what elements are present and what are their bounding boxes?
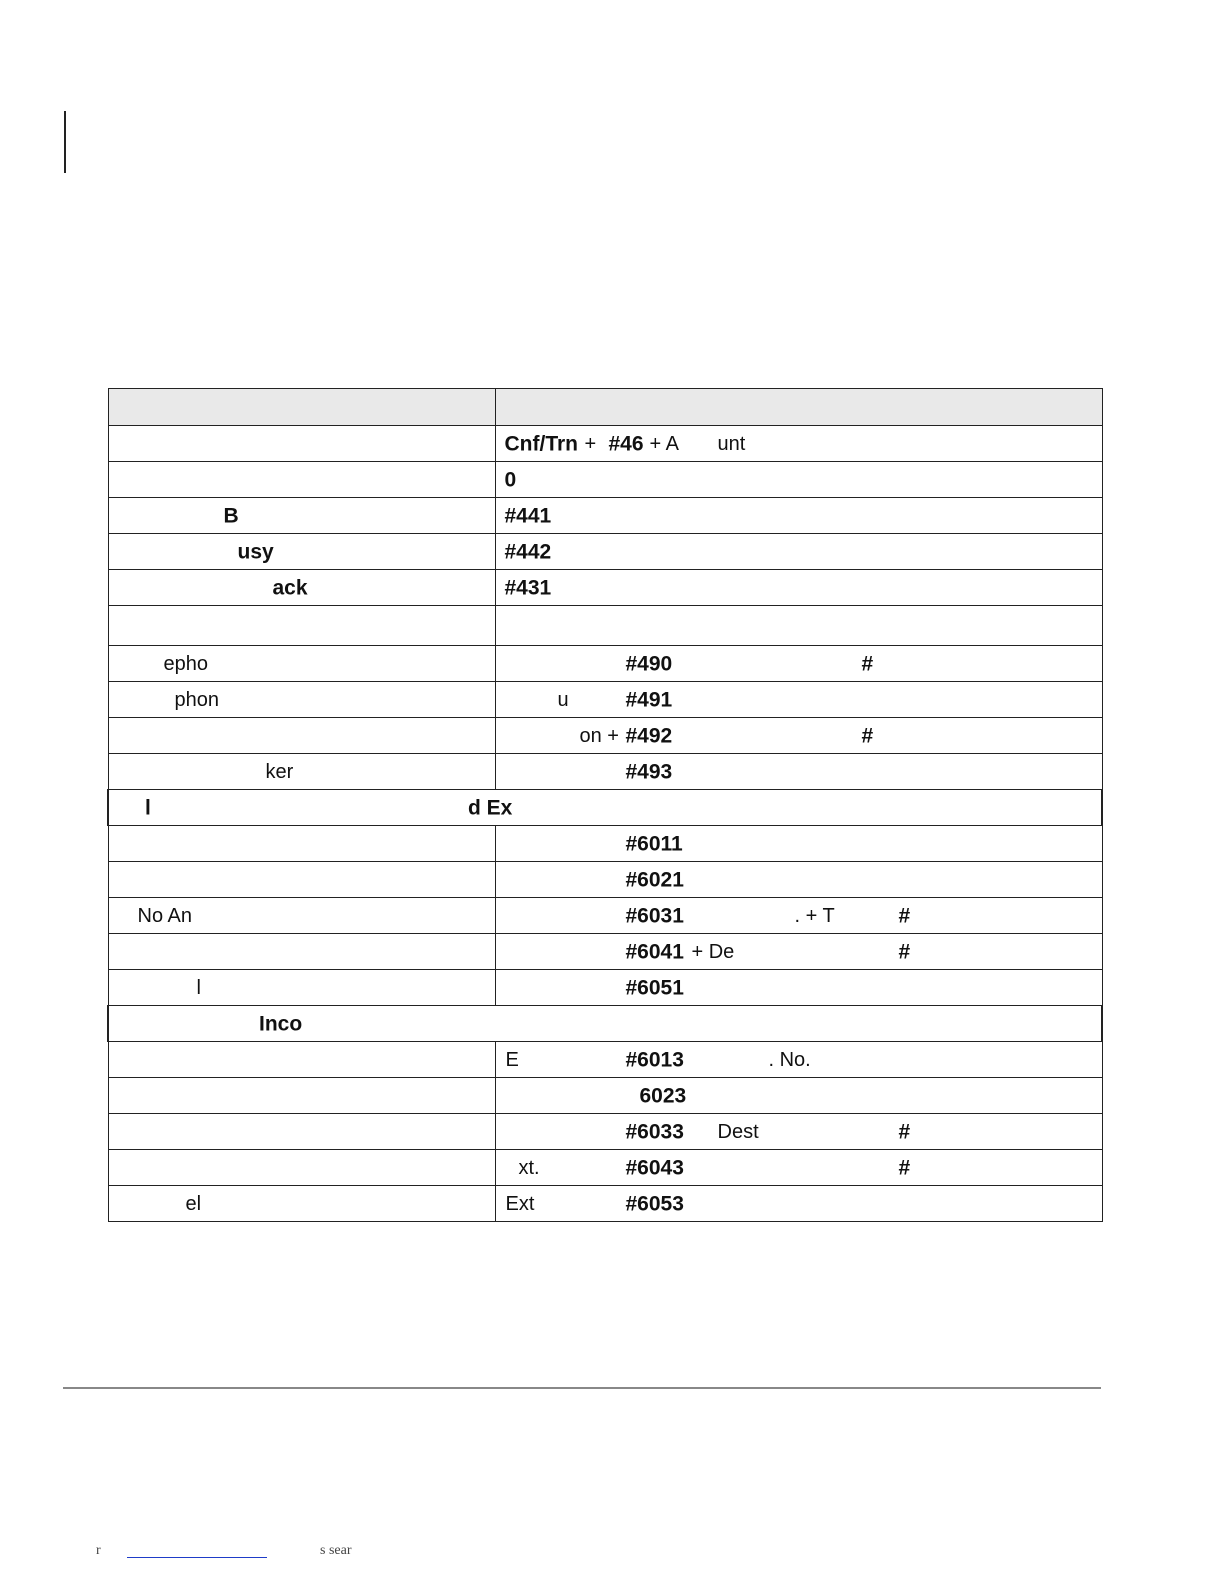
footer-rule <box>63 1387 1101 1389</box>
change-bar <box>64 111 66 173</box>
code-cell <box>495 970 1102 1006</box>
code-cell <box>495 754 1102 790</box>
table-row <box>108 1186 1102 1222</box>
code-cell <box>495 898 1102 934</box>
code-part: #6021 <box>625 868 684 891</box>
code-cell <box>495 682 1102 718</box>
header-cell-feature <box>108 389 495 426</box>
code-part: unt <box>717 432 746 455</box>
feature-cell <box>108 826 495 862</box>
code-part: #492 <box>625 724 673 747</box>
feature-cell <box>108 898 495 934</box>
feature-label: B <box>223 504 239 527</box>
feature-cell <box>108 862 495 898</box>
feature-label: usy <box>237 540 274 563</box>
table-row <box>108 754 1102 790</box>
code-part: # <box>861 724 874 747</box>
code-part: # <box>898 904 911 927</box>
table-row <box>108 646 1102 682</box>
table-row <box>108 1114 1102 1150</box>
header-cell-code <box>495 389 1102 426</box>
feature-label: el <box>185 1192 202 1215</box>
footer-text: s sear <box>320 1543 352 1558</box>
code-cell <box>495 718 1102 754</box>
feature-label: l <box>196 976 201 999</box>
code-part: #442 <box>504 540 552 563</box>
table-row <box>108 682 1102 718</box>
section-header-cell <box>108 1006 1102 1042</box>
code-cell <box>495 426 1102 462</box>
code-part: . No. <box>768 1048 811 1071</box>
feature-cell <box>108 718 495 754</box>
table-header-row <box>108 389 1102 426</box>
code-part: + <box>584 432 597 455</box>
code-cell <box>495 534 1102 570</box>
code-part: #6033 <box>625 1120 684 1143</box>
table-row <box>108 718 1102 754</box>
table-row <box>108 862 1102 898</box>
code-cell <box>495 1114 1102 1150</box>
code-part: #6013 <box>625 1048 684 1071</box>
code-part: # <box>898 1156 911 1179</box>
code-part: 6023 <box>639 1084 687 1107</box>
code-part: #46 <box>608 432 644 455</box>
feature-label: No An <box>137 904 192 927</box>
table-row <box>108 934 1102 970</box>
feature-cell <box>108 682 495 718</box>
code-part: #431 <box>504 576 552 599</box>
footer-link[interactable] <box>127 1557 267 1558</box>
code-part: 0 <box>504 468 517 491</box>
feature-cell <box>108 754 495 790</box>
section-title: d Ex <box>468 796 513 819</box>
code-part: # <box>898 940 911 963</box>
table-row <box>108 1042 1102 1078</box>
feature-cell <box>108 1150 495 1186</box>
feature-cell <box>108 570 495 606</box>
code-part: # <box>861 652 874 675</box>
section-title: Inco <box>259 1012 303 1035</box>
table-row <box>108 898 1102 934</box>
code-cell <box>495 606 1102 646</box>
code-part: + A <box>649 432 679 455</box>
table-row <box>108 606 1102 646</box>
feature-cell <box>108 970 495 1006</box>
feature-cell <box>108 606 495 646</box>
feature-label: epho <box>163 652 208 675</box>
code-cell <box>495 1078 1102 1114</box>
feature-cell <box>108 498 495 534</box>
code-cell <box>495 934 1102 970</box>
code-part: u <box>557 688 569 711</box>
code-part: #6031 <box>625 904 684 927</box>
table-row <box>108 426 1102 462</box>
code-part: . + T <box>794 904 835 927</box>
feature-label: phon <box>174 688 219 711</box>
code-part: #491 <box>625 688 673 711</box>
feature-cell <box>108 1186 495 1222</box>
code-part: Cnf/Trn <box>504 432 578 455</box>
code-cell <box>495 646 1102 682</box>
feature-cell <box>108 1078 495 1114</box>
section-title: l <box>145 796 151 819</box>
feature-cell <box>108 1114 495 1150</box>
table-row <box>108 462 1102 498</box>
feature-cell <box>108 934 495 970</box>
feature-cell <box>108 1042 495 1078</box>
code-cell <box>495 462 1102 498</box>
code-part: #6051 <box>625 976 684 999</box>
table-row <box>108 534 1102 570</box>
section-header-row <box>108 1006 1102 1042</box>
feature-label: ack <box>272 576 308 599</box>
table-row <box>108 1150 1102 1186</box>
feature-label: ker <box>265 760 294 783</box>
code-part: #490 <box>625 652 673 675</box>
code-cell <box>495 826 1102 862</box>
feature-code-table <box>107 388 1103 1222</box>
code-cell <box>495 570 1102 606</box>
code-part: + De <box>691 940 735 963</box>
feature-cell <box>108 462 495 498</box>
code-part: E <box>505 1048 519 1071</box>
section-header-row <box>108 790 1102 826</box>
code-cell <box>495 1186 1102 1222</box>
code-part: on + <box>579 724 619 747</box>
table-row <box>108 498 1102 534</box>
table-row <box>108 826 1102 862</box>
code-cell <box>495 862 1102 898</box>
code-part: #441 <box>504 504 552 527</box>
code-part: #6043 <box>625 1156 684 1179</box>
table-row <box>108 1078 1102 1114</box>
feature-cell <box>108 426 495 462</box>
code-part: #493 <box>625 760 673 783</box>
code-part: #6041 <box>625 940 684 963</box>
code-part: #6011 <box>625 832 683 855</box>
table-row <box>108 570 1102 606</box>
footer-text: r <box>96 1543 101 1558</box>
feature-cell <box>108 534 495 570</box>
table-row <box>108 970 1102 1006</box>
code-part: # <box>898 1120 911 1143</box>
code-part: Dest <box>717 1120 759 1143</box>
code-part: #6053 <box>625 1192 684 1215</box>
code-cell <box>495 1042 1102 1078</box>
code-cell <box>495 498 1102 534</box>
feature-cell <box>108 646 495 682</box>
code-part: Ext <box>505 1192 535 1215</box>
code-part: xt. <box>518 1156 540 1179</box>
section-header-cell <box>108 790 1102 826</box>
code-cell <box>495 1150 1102 1186</box>
